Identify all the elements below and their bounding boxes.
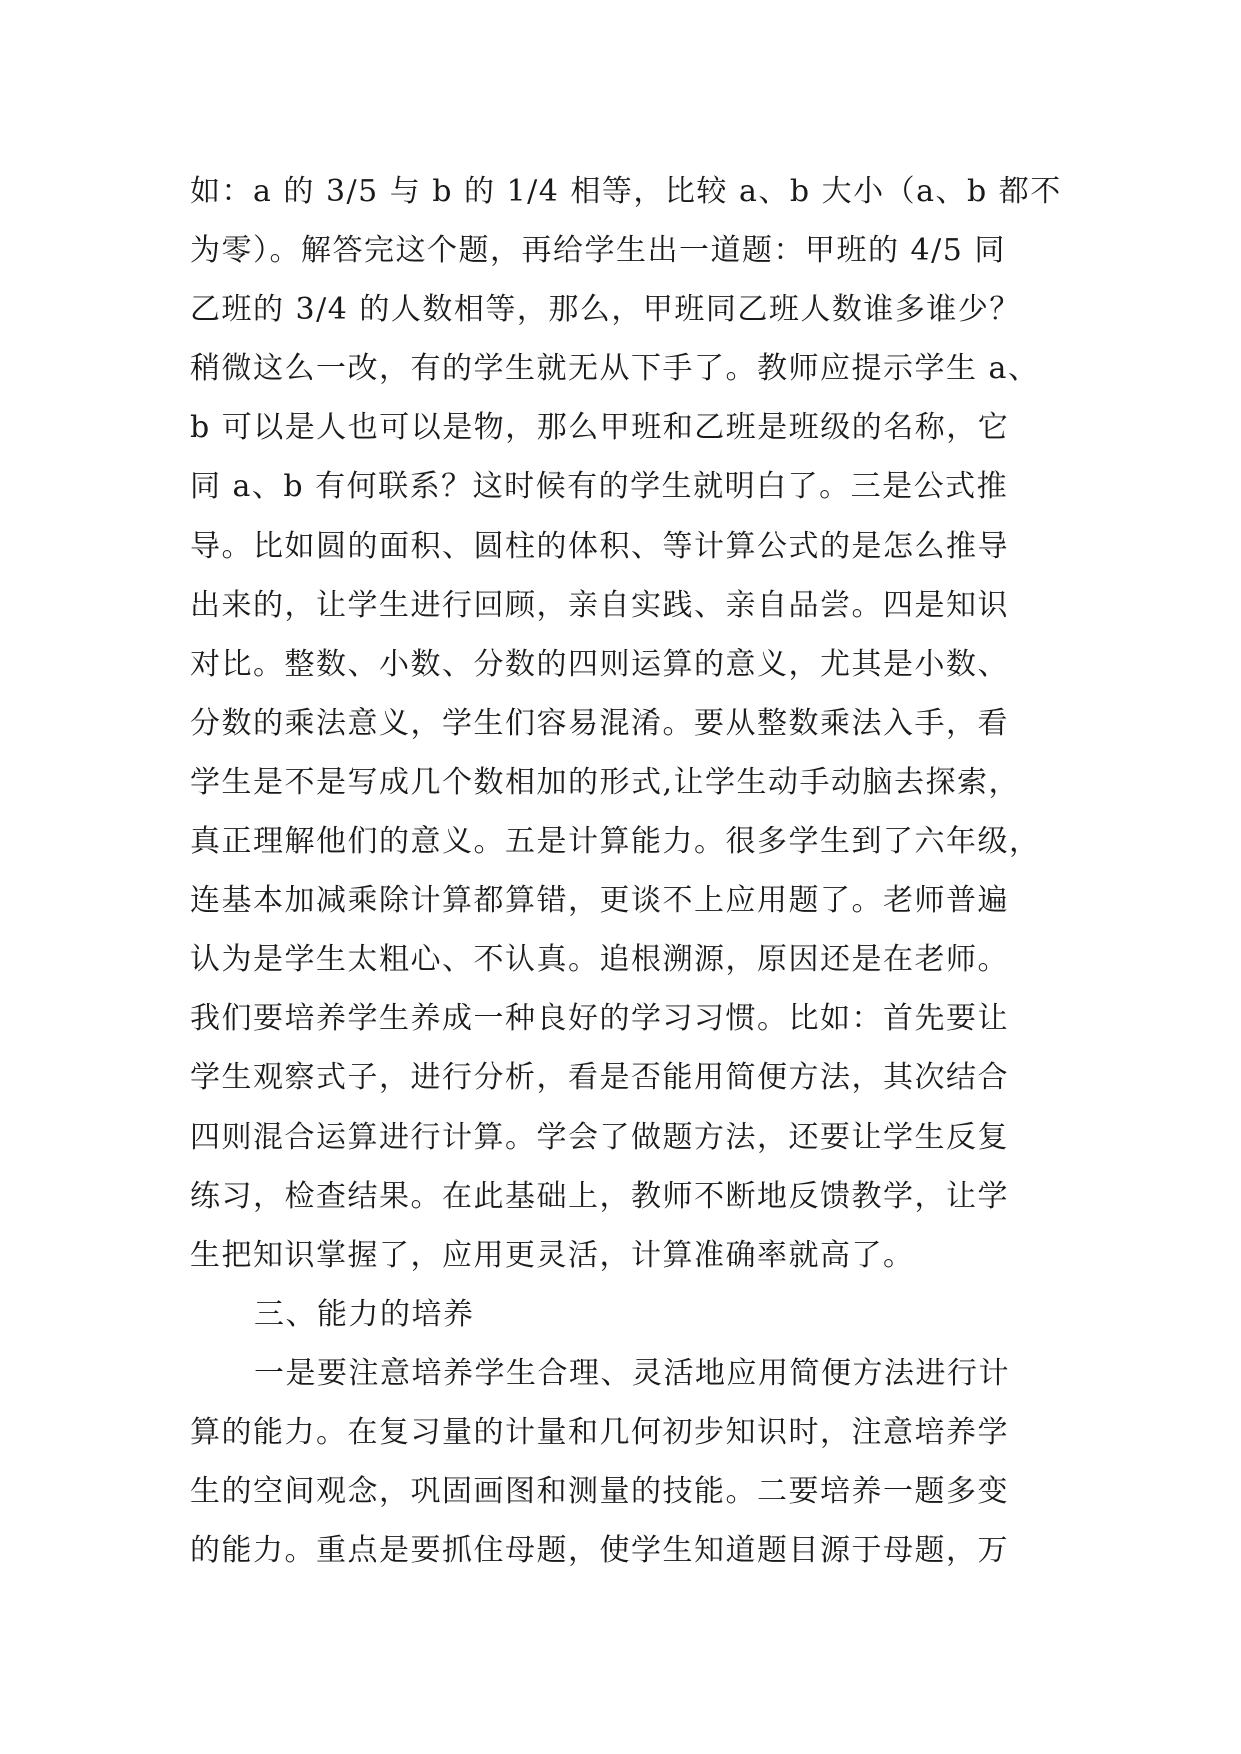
text-line: 真正理解他们的意义。五是计算能力。很多学生到了六年级，: [190, 824, 1041, 860]
document-body: [190, 162, 1070, 1580]
section-heading: 三、能力的培养: [254, 1296, 475, 1332]
text-line: 学生是不是写成几个数相加的形式,让学生动手动脑去探索，: [190, 764, 1021, 800]
text-line: 认为是学生太粗心、不认真。追根溯源，原因还是在老师。: [190, 942, 1009, 978]
text-line: 出来的，让学生进行回顾，亲自实践、亲自品尝。四是知识: [190, 587, 1009, 623]
text-line: 我们要培养学生养成一种良好的学习习惯。比如：首先要让: [190, 1001, 1009, 1037]
text-line: 生的空间观念，巩固画图和测量的技能。二要培养一题多变: [190, 1474, 1009, 1510]
text-line: 算的能力。在复习量的计量和几何初步知识时，注意培养学: [190, 1414, 1009, 1450]
text-line: 同 a、b 有何联系？这时候有的学生就明白了。三是公式推: [190, 469, 1009, 505]
text-line: b 可以是人也可以是物，那么甲班和乙班是班级的名称，它: [190, 410, 1010, 446]
text-line: 分数的乘法意义，学生们容易混淆。要从整数乘法入手，看: [190, 705, 1009, 741]
text-line: 乙班的 3/4 的人数相等，那么，甲班同乙班人数谁多谁少？: [190, 292, 1021, 328]
text-line: 练习，检查结果。在此基础上，教师不断地反馈教学，让学: [190, 1178, 1009, 1214]
text-line: 学生观察式子，进行分析，看是否能用简便方法，其次结合: [190, 1060, 1009, 1096]
text-line: 四则混合运算进行计算。学会了做题方法，还要让学生反复: [190, 1119, 1009, 1155]
text-line: 生把知识掌握了，应用更灵活，计算准确率就高了。: [190, 1237, 915, 1273]
text-line: 连基本加减乘除计算都算错，更谈不上应用题了。老师普遍: [190, 883, 1009, 919]
text-line: 的能力。重点是要抓住母题，使学生知道题目源于母题，万: [190, 1533, 1009, 1569]
text-line: 导。比如圆的面积、圆柱的体积、等计算公式的是怎么推导: [190, 528, 1009, 564]
text-line: 如：a 的 3/5 与 b 的 1/4 相等，比较 a、b 大小（a、b 都不: [190, 174, 1062, 209]
text-line: 为零）。解答完这个题，再给学生出一道题：甲班的 4/5 同: [190, 233, 1006, 269]
text-line: 一是要注意培养学生合理、灵活地应用简便方法进行计: [254, 1355, 1010, 1391]
text-line: 对比。整数、小数、分数的四则运算的意义，尤其是小数、: [190, 646, 1009, 682]
text-line: 稍微这么一改，有的学生就无从下手了。教师应提示学生 a、: [190, 351, 1040, 387]
